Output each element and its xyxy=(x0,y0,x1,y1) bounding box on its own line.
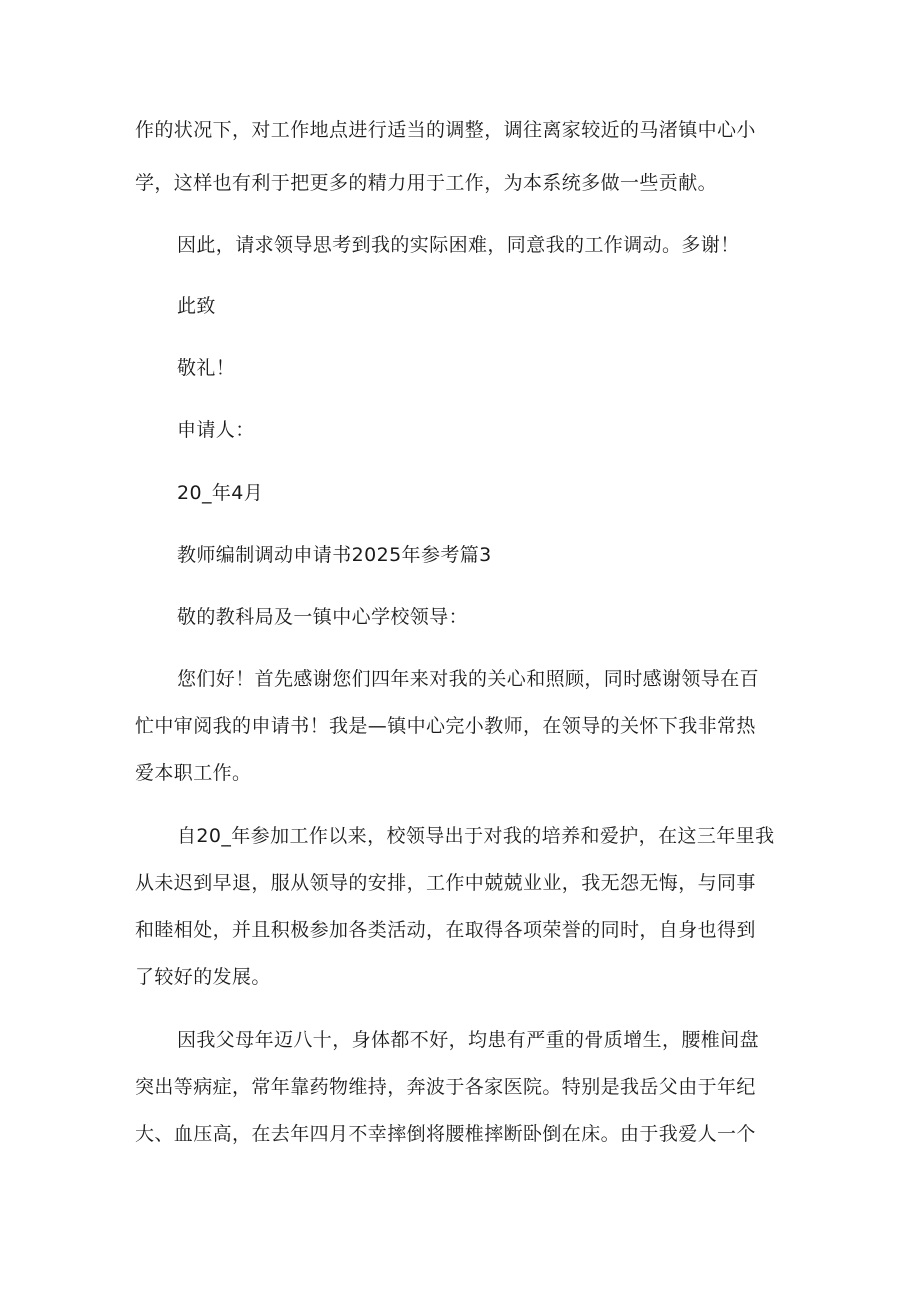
paragraph-11-line-3: 大、血压高，在去年四月不幸摔倒将腰椎摔断卧倒在床。由于我爱人一个 xyxy=(135,1123,756,1145)
paragraph-1-line-2: 学，这样也有利于把更多的精力用于工作，为本系统多做一些贡献。 xyxy=(135,172,718,194)
paragraph-1-line-1: 作的状况下，对工作地点进行适当的调整，调往离家较近的马渚镇中心小 xyxy=(135,119,756,141)
letter-greeting: 敬的教科局及一镇中心学校领导： xyxy=(177,606,469,628)
closing-regards: 敬礼！ xyxy=(177,357,236,379)
closing-salutation: 此致 xyxy=(177,295,216,317)
paragraph-10-line-1: 自20_年参加工作以来，校领导出于对我的培养和爱护，在这三年里我 xyxy=(177,825,775,847)
paragraph-2-line-1: 因此，请求领导思考到我的实际困难，同意我的工作调动。多谢！ xyxy=(177,234,740,256)
paragraph-9-line-2: 忙中审阅我的申请书！我是—镇中心完小教师，在领导的关怀下我非常热 xyxy=(135,715,756,737)
applicant-label: 申请人： xyxy=(177,419,255,441)
paragraph-10-line-4: 了较好的发展。 xyxy=(135,966,271,988)
paragraph-10-line-2: 从未迟到早退，服从领导的安排，工作中兢兢业业，我无怨无悔，与同事 xyxy=(135,872,756,894)
paragraph-9-line-1: 您们好！首先感谢您们四年来对我的关心和照顾，同时感谢领导在百 xyxy=(177,668,760,690)
section-title: 教师编制调动申请书2025年参考篇3 xyxy=(177,544,492,566)
date-line: 20_年4月 xyxy=(177,482,264,504)
paragraph-9-line-3: 爱本职工作。 xyxy=(135,762,252,784)
paragraph-11-line-2: 突出等病症，常年靠药物维持，奔波于各家医院。特别是我岳父由于年纪 xyxy=(135,1076,756,1098)
paragraph-10-line-3: 和睦相处，并且积极参加各类活动，在取得各项荣誉的同时，自身也得到 xyxy=(135,919,756,941)
paragraph-11-line-1: 因我父母年迈八十，身体都不好，均患有严重的骨质增生，腰椎间盘 xyxy=(177,1029,760,1051)
